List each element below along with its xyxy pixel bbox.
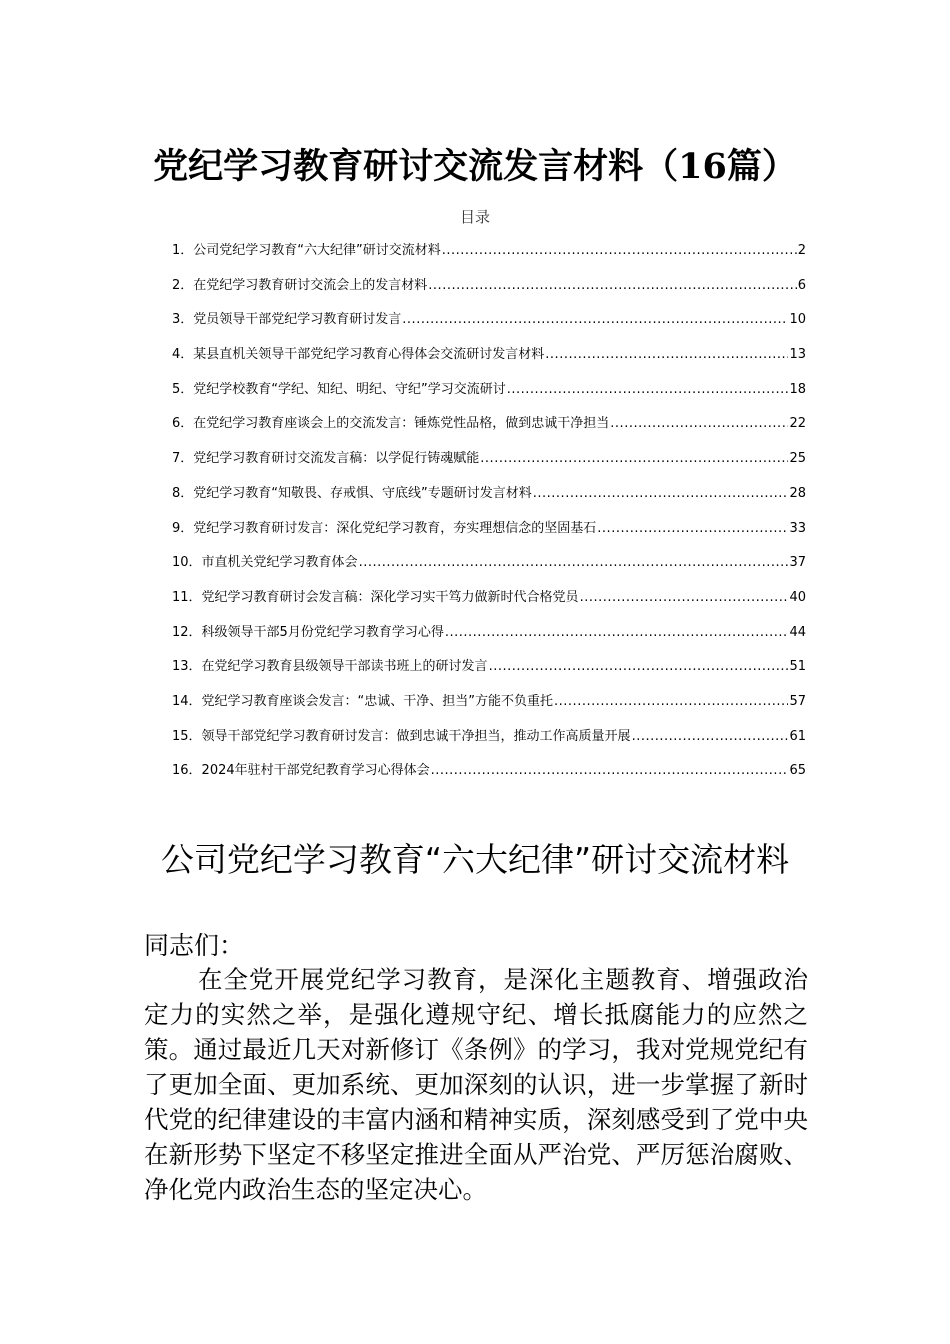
toc-leader-dots bbox=[632, 726, 789, 748]
toc-leader-dots bbox=[580, 587, 789, 609]
toc-entry-page: 6 bbox=[797, 277, 806, 293]
toc-entry-number: 1． bbox=[172, 243, 194, 258]
toc-leader-dots bbox=[445, 622, 789, 644]
toc-entry-title: 2024年驻村干部党纪教育学习心得体会 bbox=[201, 763, 430, 779]
toc-entry-number: 2． bbox=[172, 277, 194, 293]
toc-leader-dots bbox=[507, 379, 789, 401]
toc-entry-page: 18 bbox=[789, 381, 806, 397]
toc-entry[interactable] bbox=[172, 656, 806, 691]
toc-entry-title: 党纪学习教育研讨发言：深化党纪学习教育，夯实理想信念的坚固基石 bbox=[193, 520, 597, 536]
toc-leader-dots bbox=[431, 760, 789, 782]
toc-entry[interactable] bbox=[172, 309, 806, 344]
toc-entry-page: 10 bbox=[789, 312, 806, 328]
toc-heading: 目录 bbox=[459, 208, 490, 226]
toc-entry-title: 某县直机关领导干部党纪学习教育心得体会交流研讨发言材料 bbox=[193, 347, 545, 363]
toc-entry-title: 党纪学习教育研讨交流发言稿：以学促行铸魂赋能 bbox=[193, 451, 480, 467]
toc-entry-title: 党纪学校教育“学纪、知纪、明纪、守纪”学习交流研讨 bbox=[193, 381, 506, 397]
toc-entry-page: 2 bbox=[797, 243, 806, 258]
toc-entry-number: 7． bbox=[172, 451, 194, 467]
toc-entry-page: 61 bbox=[789, 728, 806, 744]
toc-leader-dots bbox=[359, 552, 789, 574]
toc-entry-page: 57 bbox=[789, 693, 806, 709]
toc-entry-number: 9． bbox=[172, 520, 194, 536]
toc-entry-page: 13 bbox=[789, 347, 806, 363]
toc-entry[interactable] bbox=[172, 726, 806, 761]
toc-entry-number: 13． bbox=[172, 659, 202, 675]
toc-leader-dots bbox=[428, 275, 796, 297]
toc-entry-number: 4． bbox=[172, 347, 194, 363]
toc-entry[interactable] bbox=[172, 587, 806, 622]
toc-entry-number: 15． bbox=[172, 728, 202, 744]
toc-entry[interactable] bbox=[172, 483, 806, 518]
toc-entry-title: 在党纪学习教育座谈会上的交流发言：锤炼党性品格，做到忠诚干净担当 bbox=[193, 416, 610, 432]
toc-leader-dots bbox=[480, 448, 788, 470]
toc-entry[interactable] bbox=[172, 552, 806, 587]
toc-entry[interactable] bbox=[172, 691, 806, 726]
toc-entry-title: 在党纪学习教育县级领导干部读书班上的研讨发言 bbox=[201, 659, 488, 675]
toc-entry[interactable] bbox=[172, 379, 806, 414]
toc-entry-title: 在党纪学习教育研讨交流会上的发言材料 bbox=[193, 277, 428, 293]
toc-entry-title: 党员领导干部党纪学习教育研讨发言 bbox=[193, 312, 402, 328]
toc-entry-page: 22 bbox=[789, 416, 806, 432]
toc-entry[interactable] bbox=[172, 760, 806, 795]
toc-leader-dots bbox=[442, 240, 797, 262]
toc-entry-number: 14． bbox=[172, 693, 202, 709]
toc-leader-dots bbox=[545, 344, 788, 366]
toc-entry-title: 公司党纪学习教育“六大纪律”研讨交流材料 bbox=[193, 243, 441, 258]
toc-entry[interactable] bbox=[172, 275, 806, 310]
toc-entry-title: 市直机关党纪学习教育体会 bbox=[201, 555, 358, 571]
table-of-contents bbox=[172, 240, 806, 795]
toc-leader-dots bbox=[489, 656, 789, 678]
toc-entry-page: 37 bbox=[789, 555, 806, 571]
toc-entry-title: 党纪学习教育座谈会发言：“忠诚、干净、担当”方能不负重托 bbox=[201, 693, 554, 709]
toc-leader-dots bbox=[597, 518, 788, 540]
toc-leader-dots bbox=[610, 413, 788, 435]
toc-leader-dots bbox=[402, 309, 788, 331]
toc-entry-page: 28 bbox=[789, 485, 806, 501]
toc-entry-number: 8． bbox=[172, 485, 194, 501]
body-paragraph: 在全党开展党纪学习教育，是深化主题教育、增强政治定力的实然之举，是强化遵规守纪、增长抵腐能力的应然之策。通过最近几天对新修订《条例》的学习，我对党规党纪有了更加全面、更加系统、更加深刻的认识，进一步掌握了新时代党的纪律建设的丰富内涵和精神实质，深刻感受到了党中央在新形势下坚定不移坚定推进全面从严治党、严厉惩治腐败、净化党内政治生态的坚定决心。 bbox=[144, 965, 808, 1204]
toc-entry-page: 25 bbox=[789, 451, 806, 467]
toc-entry-number: 12． bbox=[172, 624, 202, 640]
toc-entry-number: 3． bbox=[172, 312, 194, 328]
toc-entry-title: 科级领导干部5月份党纪学习教育学习心得 bbox=[201, 624, 444, 640]
document-title: 党纪学习教育研讨交流发言材料（16篇） bbox=[153, 146, 797, 187]
toc-leader-dots bbox=[554, 691, 788, 713]
toc-entry[interactable] bbox=[172, 344, 806, 379]
toc-entry-number: 11． bbox=[172, 589, 202, 605]
toc-entry-page: 33 bbox=[789, 520, 806, 536]
toc-leader-dots bbox=[533, 483, 789, 505]
salutation: 同志们： bbox=[144, 931, 245, 960]
toc-entry-number: 16． bbox=[172, 763, 202, 779]
toc-entry-title: 党纪学习教育研讨会发言稿：深化学习实干笃力做新时代合格党员 bbox=[201, 589, 579, 605]
toc-entry[interactable] bbox=[172, 413, 806, 448]
toc-entry-number: 6． bbox=[172, 416, 194, 432]
article-title: 公司党纪学习教育“六大纪律”研讨交流材料 bbox=[160, 840, 790, 879]
toc-entry-page: 51 bbox=[789, 659, 806, 675]
toc-entry[interactable] bbox=[172, 518, 806, 553]
toc-entry[interactable] bbox=[172, 622, 806, 657]
toc-entry-title: 党纪学习教育“知敬畏、存戒惧、守底线”专题研讨发言材料 bbox=[193, 485, 532, 501]
toc-entry-number: 5． bbox=[172, 381, 194, 397]
toc-entry-page: 40 bbox=[789, 589, 806, 605]
toc-entry[interactable] bbox=[172, 448, 806, 483]
toc-entry-page: 65 bbox=[789, 763, 806, 779]
toc-entry-page: 44 bbox=[789, 624, 806, 640]
toc-entry[interactable] bbox=[172, 240, 806, 275]
toc-entry-title: 领导干部党纪学习教育研讨发言：做到忠诚干净担当，推动工作高质量开展 bbox=[201, 728, 631, 744]
toc-entry-number: 10． bbox=[172, 555, 202, 571]
